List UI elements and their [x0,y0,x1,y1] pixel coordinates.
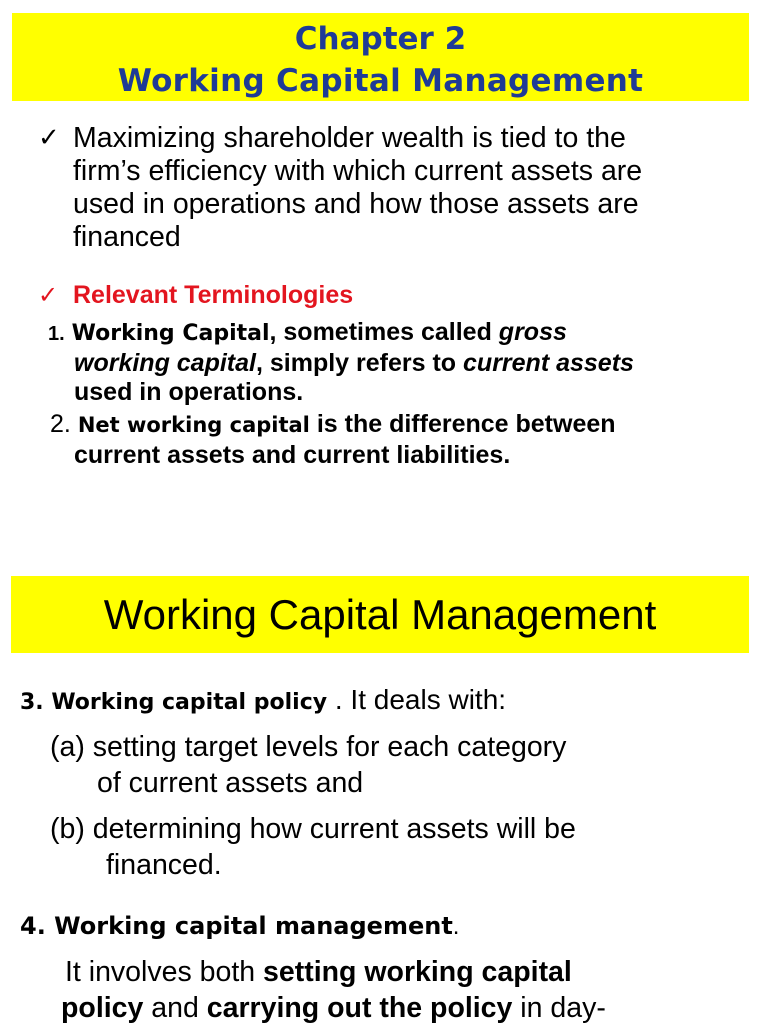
desc-bold: carrying out the policy [206,992,513,1024]
policy-item-a [50,729,566,801]
term-text: , simply refers to [255,349,464,377]
desc-text: in day- [512,992,606,1024]
term-net-working-capital [50,409,616,470]
item-number: 1. [48,323,65,345]
term-italic: current assets [463,349,634,377]
term-working-capital [48,318,634,407]
term-working-capital-policy [20,684,506,716]
term-text: , sometimes called [269,318,499,346]
item-number: 2. [50,410,71,438]
policy-line: of current assets and [97,767,364,799]
term-text: current assets and current liabilities. [74,441,511,469]
check-icon: ✓ [38,282,59,309]
desc-text: It involves both [65,956,264,988]
term-name: 4. Working capital management [20,912,453,940]
bullet-line: Maximizing shareholder wealth is tied to the [73,122,626,154]
policy-line: (a) setting target levels for each category [50,731,567,763]
desc-bold: policy [61,992,144,1024]
term-text: is the difference between [309,410,616,438]
term-working-capital-management [20,912,459,941]
section-title: Working Capital Management [103,591,657,638]
term-text: . [452,913,460,940]
term-italic: working capital [74,349,256,377]
term-name: 3. Working capital policy [20,690,328,715]
bullet-shareholder-wealth [73,122,642,254]
chapter-number-title: Chapter 2 [294,21,467,57]
bullet-line: used in operations and how those assets are [73,188,639,220]
policy-line: (b) determining how current assets will be [50,813,576,845]
section-title-banner [11,576,749,653]
policy-item-b [50,811,576,883]
management-description [61,954,606,1026]
policy-line: financed. [106,849,222,881]
term-text: used in operations. [74,378,304,406]
chapter-title: Working Capital Management [117,63,644,99]
check-icon: ✓ [38,122,60,152]
term-italic: gross [498,318,567,346]
desc-bold: setting working capital [263,956,572,988]
relevant-terminologies-heading: Relevant Terminologies [73,281,354,309]
term-text: . It deals with: [327,684,507,715]
term-name: Net working capital [77,413,310,437]
desc-text: and [143,992,207,1024]
chapter-title-banner [12,13,749,101]
bullet-line: financed [73,221,181,253]
bullet-line: firm’s efficiency with which current assets are [73,155,643,187]
term-name: Working Capital [71,321,270,346]
